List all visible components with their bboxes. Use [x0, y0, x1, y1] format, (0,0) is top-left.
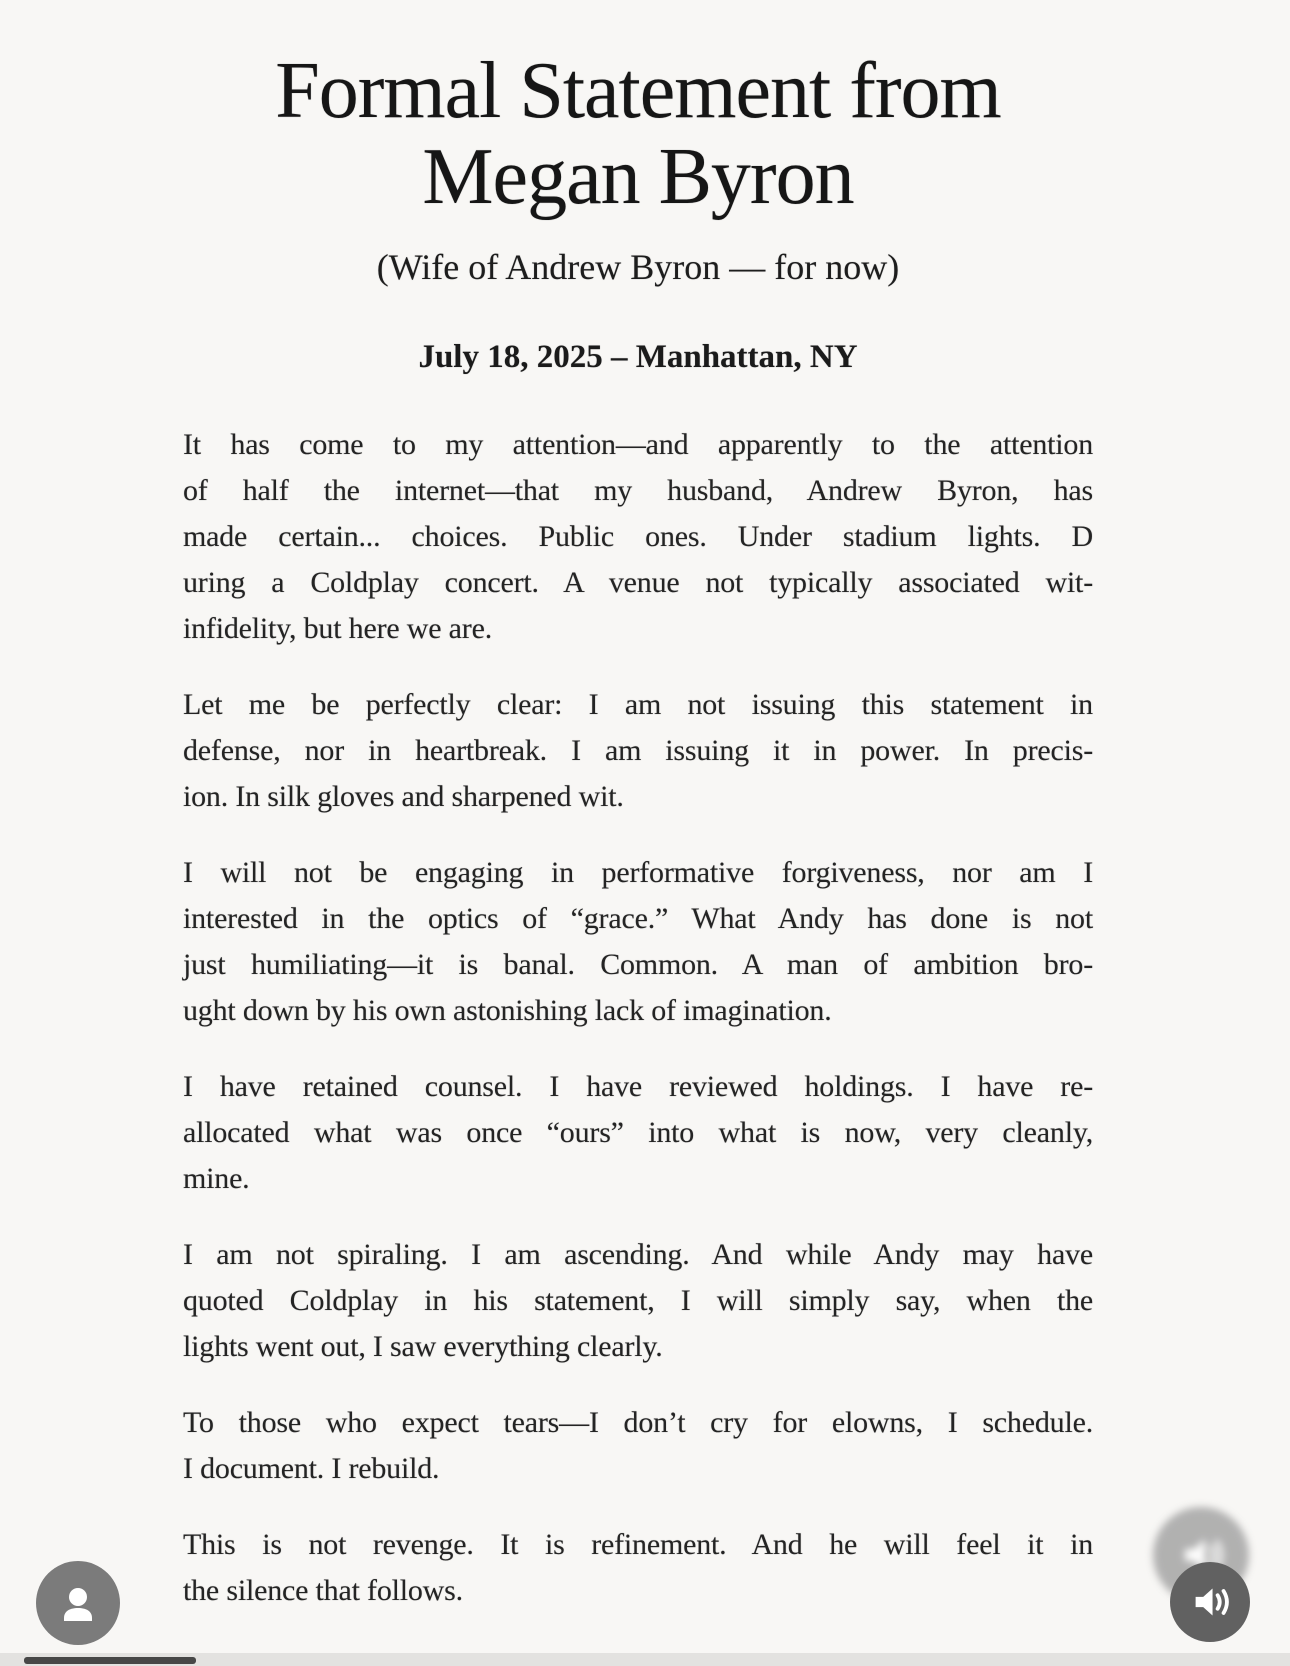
formal-statement-document — [183, 0, 1093, 1644]
text-line: ught down by his own astonishing lack of imagination. — [183, 994, 832, 1027]
text-line: infidelity, but here we are. — [183, 612, 492, 645]
paragraph — [183, 1232, 1093, 1370]
paragraph — [183, 1064, 1093, 1202]
paragraphs — [183, 422, 1093, 1614]
document-title-line1: Formal Statement from — [275, 47, 1001, 135]
paragraph — [183, 422, 1093, 652]
text-line: mine. — [183, 1162, 250, 1195]
text-line: It has come to my attention—and apparently to the attention — [183, 428, 1093, 461]
text-line: interested in the optics of “grace.” What Andy has done is not — [183, 902, 1093, 935]
text-line: To those who expect tears—I don’t cry for elowns, I schedule. — [183, 1406, 1093, 1439]
text-line: the silence that follows. — [183, 1574, 463, 1607]
video-progress-fill — [24, 1657, 196, 1664]
paragraph — [183, 1522, 1093, 1614]
speaker-icon — [1188, 1580, 1232, 1624]
text-line: quoted Coldplay in his statement, I will simply say, when the — [183, 1284, 1093, 1317]
text-line: of half the internet—that my husband, Andrew Byron, has — [183, 474, 1093, 507]
text-line: Let me be perfectly clear: I am not issuing this statement in — [183, 688, 1093, 721]
person-icon — [54, 1579, 102, 1627]
text-line: I am not spiraling. I am ascending. And while Andy may have — [183, 1238, 1093, 1271]
paragraph — [183, 1400, 1093, 1492]
text-line: lights went out, I saw everything clearly. — [183, 1330, 663, 1363]
text-line: I document. I rebuild. — [183, 1452, 440, 1485]
text-line: just humiliating—it is banal. Common. A man of ambition bro- — [183, 948, 1093, 981]
text-line: I have retained counsel. I have reviewed holdings. I have re- — [183, 1070, 1093, 1103]
document-title-line2: Megan Byron — [422, 133, 854, 221]
text-line: uring a Coldplay concert. A venue not typically associated wit- — [183, 566, 1093, 599]
text-line: This is not revenge. It is refinement. And he will feel it in — [183, 1528, 1093, 1561]
text-line: I will not be engaging in performative forgiveness, nor am I — [183, 856, 1093, 889]
text-line: made certain... choices. Public ones. Under stadium lights. D — [183, 520, 1093, 553]
document-dateline: July 18, 2025 – Manhattan, NY — [418, 339, 858, 375]
document-title — [183, 48, 1093, 220]
document-subtitle: (Wife of Andrew Byron — for now) — [376, 247, 900, 287]
sound-toggle-button[interactable] — [1170, 1562, 1250, 1642]
video-progress-track[interactable] — [0, 1653, 1290, 1666]
text-line: ion. In silk gloves and sharpened wit. — [183, 780, 624, 813]
paragraph — [183, 682, 1093, 820]
profile-avatar-button[interactable] — [36, 1561, 120, 1645]
paragraph — [183, 850, 1093, 1034]
text-line: defense, nor in heartbreak. I am issuing it in power. In precis- — [183, 734, 1093, 767]
text-line: allocated what was once “ours” into what is now, very cleanly, — [183, 1116, 1093, 1149]
